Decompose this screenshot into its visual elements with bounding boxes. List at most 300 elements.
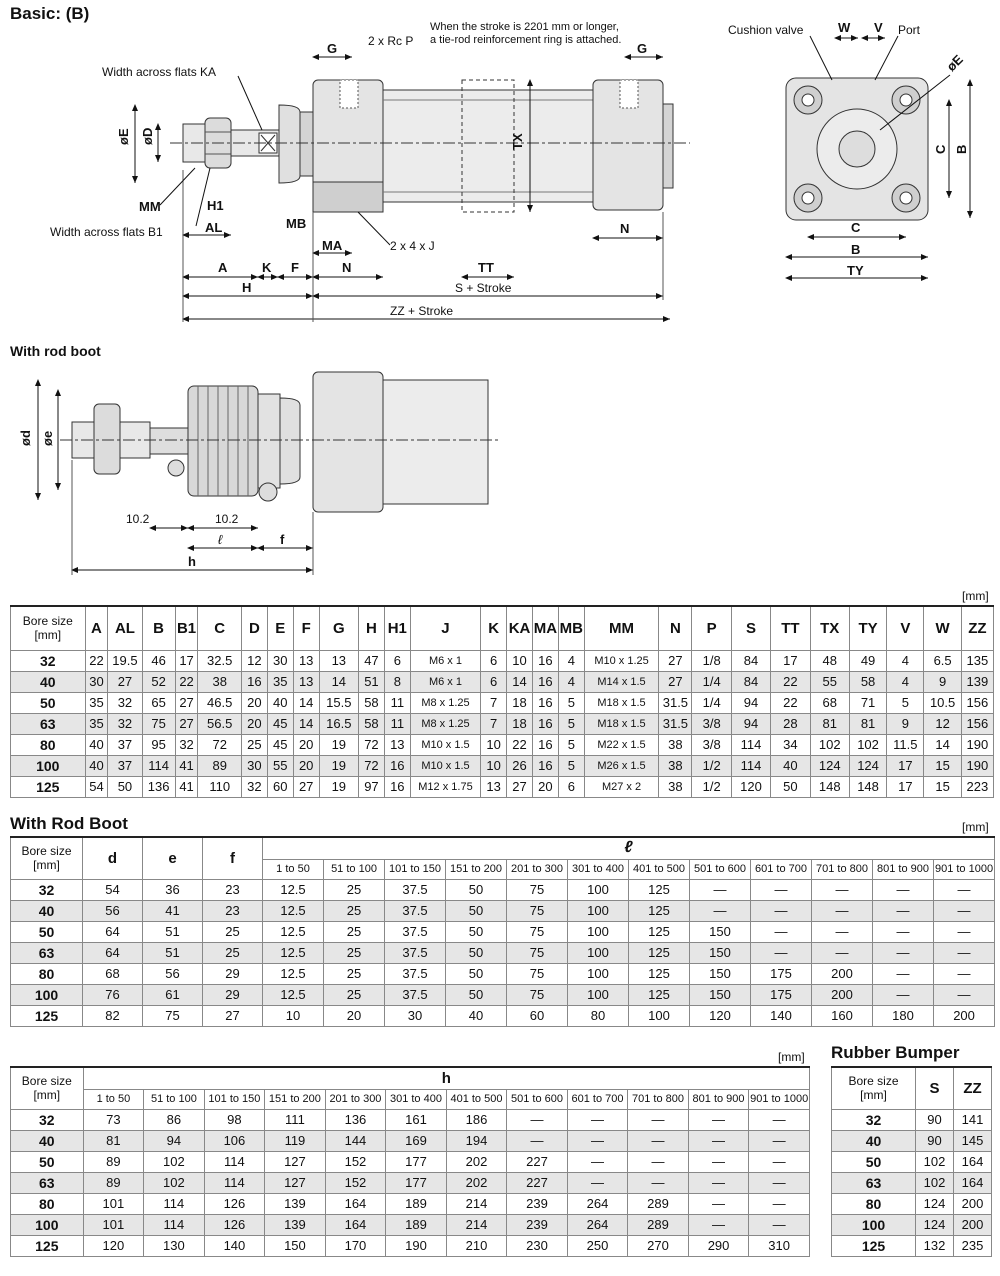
bore-size-cell: 63 — [11, 713, 86, 734]
value-cell: 27 — [108, 671, 142, 692]
value-cell: 60 — [507, 1005, 568, 1026]
value-cell: 100 — [568, 921, 629, 942]
value-cell: 186 — [446, 1109, 507, 1130]
value-cell: 13 — [481, 776, 507, 797]
header-e: e — [143, 837, 203, 879]
value-cell: 7 — [481, 713, 507, 734]
table-row — [11, 734, 994, 755]
label-v: V — [874, 20, 883, 35]
value-cell: 38 — [659, 776, 692, 797]
value-cell: 239 — [507, 1193, 568, 1214]
value-cell: 65 — [142, 692, 175, 713]
value-cell: 22 — [85, 650, 108, 671]
value-cell: — — [873, 921, 934, 942]
value-cell: 41 — [175, 776, 198, 797]
range-header: 201 to 300 — [507, 859, 568, 879]
value-cell: 29 — [203, 963, 263, 984]
value-cell: 140 — [751, 1005, 812, 1026]
value-cell: 200 — [934, 1005, 995, 1026]
table-row — [832, 1109, 992, 1130]
value-cell: 156 — [961, 692, 993, 713]
value-cell: 97 — [358, 776, 384, 797]
header-n: N — [659, 606, 692, 650]
table-row — [832, 1130, 992, 1151]
value-cell: 27 — [175, 692, 198, 713]
value-cell: 86 — [144, 1109, 205, 1130]
value-cell: 125 — [629, 879, 690, 900]
bore-size-cell: 80 — [11, 734, 86, 755]
value-cell: 114 — [204, 1172, 265, 1193]
value-cell: 40 — [267, 692, 293, 713]
value-cell: 73 — [83, 1109, 144, 1130]
value-cell: 124 — [849, 755, 886, 776]
range-header: 701 to 800 — [812, 859, 873, 879]
value-cell: 84 — [731, 671, 770, 692]
value-cell: 150 — [690, 921, 751, 942]
label-port: Port — [898, 23, 921, 37]
value-cell: — — [507, 1130, 568, 1151]
value-cell: — — [749, 1151, 810, 1172]
range-header: 501 to 600 — [507, 1089, 568, 1109]
value-cell: 41 — [175, 755, 198, 776]
value-cell: — — [628, 1109, 689, 1130]
value-cell: — — [751, 900, 812, 921]
value-cell: 32 — [175, 734, 198, 755]
value-cell: 132 — [916, 1235, 954, 1256]
value-cell: 37 — [108, 734, 142, 755]
range-header: 801 to 900 — [688, 1089, 749, 1109]
value-cell: 100 — [568, 879, 629, 900]
bore-size-cell: 100 — [11, 755, 86, 776]
value-cell: 75 — [507, 921, 568, 942]
table-row — [832, 1151, 992, 1172]
header-mb: MB — [558, 606, 584, 650]
value-cell: 37 — [108, 755, 142, 776]
value-cell: 46 — [142, 650, 175, 671]
label-al: AL — [205, 220, 223, 235]
value-cell: 10 — [481, 734, 507, 755]
value-cell: 50 — [446, 921, 507, 942]
value-cell: — — [934, 879, 995, 900]
bore-size-cell: 50 — [832, 1151, 916, 1172]
table-row — [832, 1172, 992, 1193]
value-cell: 58 — [358, 692, 384, 713]
value-cell: 227 — [507, 1172, 568, 1193]
value-cell: — — [812, 879, 873, 900]
value-cell: 170 — [325, 1235, 386, 1256]
value-cell: 239 — [507, 1214, 568, 1235]
value-cell: — — [749, 1130, 810, 1151]
value-cell: 25 — [324, 942, 385, 963]
value-cell: — — [567, 1172, 628, 1193]
bore-size-cell: 63 — [11, 1172, 84, 1193]
value-cell: 22 — [507, 734, 533, 755]
value-cell: 4 — [558, 671, 584, 692]
bore-size-header: Bore size [mm] — [11, 1067, 84, 1109]
table-row — [11, 650, 994, 671]
value-cell: — — [873, 984, 934, 1005]
value-cell: 76 — [83, 984, 143, 1005]
value-cell: 4 — [558, 650, 584, 671]
label-w: W — [838, 20, 851, 35]
label-mb: MB — [286, 216, 307, 231]
value-cell: 19 — [319, 755, 358, 776]
value-cell: M22 x 1.5 — [584, 734, 659, 755]
value-cell: — — [628, 1172, 689, 1193]
value-cell: 7 — [481, 692, 507, 713]
value-cell: 223 — [961, 776, 993, 797]
value-cell: 10 — [507, 650, 533, 671]
value-cell: 120 — [731, 776, 770, 797]
value-cell: 5 — [558, 734, 584, 755]
range-header: 401 to 500 — [629, 859, 690, 879]
header-h1: H1 — [384, 606, 410, 650]
range-header: 401 to 500 — [446, 1089, 507, 1109]
value-cell: — — [812, 942, 873, 963]
value-cell: 61 — [143, 984, 203, 1005]
value-cell: 51 — [143, 921, 203, 942]
header-v: V — [887, 606, 924, 650]
value-cell: 90 — [916, 1109, 954, 1130]
value-cell: 125 — [629, 984, 690, 1005]
value-cell: 52 — [142, 671, 175, 692]
value-cell: 235 — [954, 1235, 992, 1256]
value-cell: 250 — [567, 1235, 628, 1256]
value-cell: 10.5 — [924, 692, 961, 713]
value-cell: 164 — [325, 1193, 386, 1214]
bore-size-cell: 80 — [11, 1193, 84, 1214]
value-cell: — — [812, 921, 873, 942]
value-cell: 194 — [446, 1130, 507, 1151]
value-cell: 130 — [144, 1235, 205, 1256]
value-cell: 114 — [142, 755, 175, 776]
value-cell: 114 — [731, 755, 770, 776]
bore-size-cell: 100 — [11, 1214, 84, 1235]
value-cell: 55 — [810, 671, 849, 692]
value-cell: 89 — [198, 755, 242, 776]
table-row — [832, 1193, 992, 1214]
value-cell: 161 — [386, 1109, 447, 1130]
value-cell: 50 — [446, 879, 507, 900]
value-cell: 190 — [961, 734, 993, 755]
table-row — [11, 1005, 995, 1026]
header-l: ℓ — [263, 837, 995, 859]
value-cell: 156 — [961, 713, 993, 734]
value-cell: 139 — [961, 671, 993, 692]
value-cell: 164 — [954, 1151, 992, 1172]
header-s: S — [731, 606, 770, 650]
value-cell: 1/4 — [692, 671, 731, 692]
table-row — [11, 1172, 810, 1193]
basic-dimension-table — [10, 605, 994, 798]
value-cell: 214 — [446, 1214, 507, 1235]
value-cell: 32 — [241, 776, 267, 797]
value-cell: 37.5 — [385, 900, 446, 921]
value-cell: 95 — [142, 734, 175, 755]
value-cell: 135 — [961, 650, 993, 671]
value-cell: M26 x 1.5 — [584, 755, 659, 776]
value-cell: 23 — [203, 900, 263, 921]
value-cell: 51 — [143, 942, 203, 963]
value-cell: — — [688, 1172, 749, 1193]
value-cell: — — [749, 1214, 810, 1235]
value-cell: 94 — [731, 713, 770, 734]
value-cell: 5 — [558, 692, 584, 713]
bore-size-cell: 40 — [832, 1130, 916, 1151]
value-cell: 14 — [293, 713, 319, 734]
value-cell: 25 — [324, 879, 385, 900]
table-row — [11, 1235, 810, 1256]
range-header: 301 to 400 — [568, 859, 629, 879]
value-cell: 124 — [916, 1193, 954, 1214]
value-cell: 22 — [771, 692, 810, 713]
value-cell: 15 — [924, 755, 961, 776]
value-cell: 16 — [532, 692, 558, 713]
value-cell: — — [749, 1109, 810, 1130]
value-cell: 150 — [690, 984, 751, 1005]
value-cell: 102 — [916, 1151, 954, 1172]
value-cell: 126 — [204, 1214, 265, 1235]
value-cell: 5 — [558, 713, 584, 734]
value-cell: 106 — [204, 1130, 265, 1151]
value-cell: — — [688, 1193, 749, 1214]
value-cell: 11 — [384, 692, 410, 713]
value-cell: 16 — [532, 755, 558, 776]
label-rb-d: ød — [18, 430, 33, 446]
label-ma: MA — [322, 238, 343, 253]
value-cell: 264 — [567, 1193, 628, 1214]
value-cell: 17 — [175, 650, 198, 671]
value-cell: 125 — [629, 900, 690, 921]
value-cell: 13 — [293, 671, 319, 692]
value-cell: 289 — [628, 1214, 689, 1235]
header-k: K — [481, 606, 507, 650]
value-cell: 169 — [386, 1130, 447, 1151]
label-width-across-flats-b1: Width across flats B1 — [50, 225, 163, 239]
label-tt: TT — [478, 260, 494, 275]
bore-size-header: Bore size [mm] — [832, 1067, 916, 1109]
range-header: 201 to 300 — [325, 1089, 386, 1109]
value-cell: 120 — [690, 1005, 751, 1026]
value-cell: 20 — [293, 755, 319, 776]
value-cell: 55 — [267, 755, 293, 776]
header-tx: TX — [810, 606, 849, 650]
table-row — [832, 1235, 992, 1256]
value-cell: 30 — [241, 755, 267, 776]
label-note-line1: When the stroke is 2201 mm or longer, — [430, 21, 619, 33]
bore-size-header: Bore size [mm] — [11, 837, 83, 879]
value-cell: — — [873, 900, 934, 921]
section-title-basic: Basic: (B) — [10, 4, 90, 23]
value-cell: 47 — [358, 650, 384, 671]
label-e: øE — [116, 128, 131, 145]
value-cell: 16 — [532, 734, 558, 755]
value-cell: 94 — [144, 1130, 205, 1151]
value-cell: 22 — [175, 671, 198, 692]
range-header: 1 to 50 — [263, 859, 324, 879]
header-c: C — [198, 606, 242, 650]
range-header: 101 to 150 — [385, 859, 446, 879]
header-w: W — [924, 606, 961, 650]
value-cell: 31.5 — [659, 713, 692, 734]
range-header: 51 to 100 — [144, 1089, 205, 1109]
value-cell: 13 — [319, 650, 358, 671]
value-cell: 102 — [916, 1172, 954, 1193]
value-cell: M14 x 1.5 — [584, 671, 659, 692]
table-row — [11, 755, 994, 776]
header-g: G — [319, 606, 358, 650]
bore-size-cell: 32 — [832, 1109, 916, 1130]
value-cell: 202 — [446, 1172, 507, 1193]
value-cell: 49 — [849, 650, 886, 671]
value-cell: — — [628, 1151, 689, 1172]
value-cell: 9 — [924, 671, 961, 692]
label-rb-10-2-right: 10.2 — [215, 512, 239, 526]
value-cell: 12 — [241, 650, 267, 671]
value-cell: — — [751, 921, 812, 942]
value-cell: 150 — [690, 942, 751, 963]
table-row — [11, 1193, 810, 1214]
value-cell: — — [934, 921, 995, 942]
value-cell: 37.5 — [385, 984, 446, 1005]
basic-cylinder-drawing — [0, 0, 1000, 330]
value-cell: 264 — [567, 1214, 628, 1235]
bore-size-cell: 50 — [11, 921, 83, 942]
label-k: K — [262, 260, 272, 275]
value-cell: 13 — [293, 650, 319, 671]
value-cell: 6 — [384, 650, 410, 671]
value-cell: 25 — [203, 921, 263, 942]
value-cell: 190 — [961, 755, 993, 776]
value-cell: 45 — [267, 713, 293, 734]
value-cell: 230 — [507, 1235, 568, 1256]
value-cell: 160 — [812, 1005, 873, 1026]
value-cell: 4 — [887, 671, 924, 692]
value-cell: 89 — [83, 1172, 144, 1193]
table-row — [11, 921, 995, 942]
value-cell: 27 — [175, 713, 198, 734]
value-cell: M6 x 1 — [410, 650, 480, 671]
value-cell: 12.5 — [263, 984, 324, 1005]
value-cell: 68 — [810, 692, 849, 713]
rod-boot-dimension-table — [10, 836, 995, 1027]
value-cell: 227 — [507, 1151, 568, 1172]
value-cell: 72 — [358, 734, 384, 755]
value-cell: 20 — [532, 776, 558, 797]
value-cell: 20 — [324, 1005, 385, 1026]
value-cell: 202 — [446, 1151, 507, 1172]
header-mm: MM — [584, 606, 659, 650]
label-zz-stroke: ZZ + Stroke — [390, 304, 454, 318]
value-cell: 125 — [629, 942, 690, 963]
value-cell: 100 — [568, 963, 629, 984]
table-row — [11, 671, 994, 692]
value-cell: 18 — [507, 692, 533, 713]
value-cell: — — [567, 1151, 628, 1172]
value-cell: 27 — [659, 671, 692, 692]
value-cell: 25 — [241, 734, 267, 755]
value-cell: 100 — [568, 942, 629, 963]
value-cell: 72 — [198, 734, 242, 755]
value-cell: 148 — [849, 776, 886, 797]
table-row — [11, 713, 994, 734]
value-cell: 145 — [954, 1130, 992, 1151]
value-cell: 30 — [267, 650, 293, 671]
value-cell: 100 — [629, 1005, 690, 1026]
value-cell: 190 — [386, 1235, 447, 1256]
header-al: AL — [108, 606, 142, 650]
value-cell: 64 — [83, 942, 143, 963]
value-cell: 12.5 — [263, 921, 324, 942]
value-cell: 84 — [731, 650, 770, 671]
bore-size-cell: 40 — [11, 671, 86, 692]
value-cell: 50 — [771, 776, 810, 797]
value-cell: 175 — [751, 963, 812, 984]
table-row — [11, 1109, 810, 1130]
value-cell: 127 — [265, 1172, 326, 1193]
value-cell: 102 — [144, 1172, 205, 1193]
value-cell: 17 — [887, 776, 924, 797]
value-cell: 12.5 — [263, 942, 324, 963]
bore-size-cell: 125 — [11, 1005, 83, 1026]
table-row — [11, 776, 994, 797]
value-cell: 101 — [83, 1214, 144, 1235]
title-rubber-bumper: Rubber Bumper — [831, 1043, 960, 1062]
value-cell: 50 — [446, 963, 507, 984]
value-cell: 189 — [386, 1193, 447, 1214]
value-cell: 50 — [446, 900, 507, 921]
value-cell: 50 — [446, 942, 507, 963]
value-cell: 11 — [384, 713, 410, 734]
value-cell: 17 — [887, 755, 924, 776]
table-row — [11, 900, 995, 921]
label-g-left: G — [327, 41, 338, 56]
label-rb-e: øe — [40, 430, 55, 446]
header-b1: B1 — [175, 606, 198, 650]
value-cell: 71 — [849, 692, 886, 713]
value-cell: 36 — [143, 879, 203, 900]
range-header: 501 to 600 — [690, 859, 751, 879]
value-cell: 75 — [507, 963, 568, 984]
value-cell: 1/4 — [692, 692, 731, 713]
bore-size-cell: 125 — [11, 1235, 84, 1256]
value-cell: — — [873, 942, 934, 963]
bore-size-cell: 40 — [11, 1130, 84, 1151]
value-cell: 75 — [507, 984, 568, 1005]
value-cell: 58 — [358, 713, 384, 734]
value-cell: 50 — [446, 984, 507, 1005]
value-cell: 20 — [241, 692, 267, 713]
title-with-rod-boot: With Rod Boot — [10, 814, 128, 833]
range-header: 151 to 200 — [265, 1089, 326, 1109]
value-cell: M18 x 1.5 — [584, 713, 659, 734]
value-cell: 175 — [751, 984, 812, 1005]
value-cell: M8 x 1.25 — [410, 713, 480, 734]
value-cell: — — [628, 1130, 689, 1151]
value-cell: 6 — [481, 671, 507, 692]
value-cell: 94 — [731, 692, 770, 713]
value-cell: 32 — [108, 713, 142, 734]
value-cell: 16 — [384, 776, 410, 797]
value-cell: — — [690, 879, 751, 900]
label-rc-port: 2 x Rc P — [368, 34, 414, 48]
value-cell: 38 — [198, 671, 242, 692]
value-cell: 270 — [628, 1235, 689, 1256]
value-cell: 119 — [265, 1130, 326, 1151]
value-cell: 19.5 — [108, 650, 142, 671]
bore-size-cell: 100 — [832, 1214, 916, 1235]
value-cell: 101 — [83, 1193, 144, 1214]
